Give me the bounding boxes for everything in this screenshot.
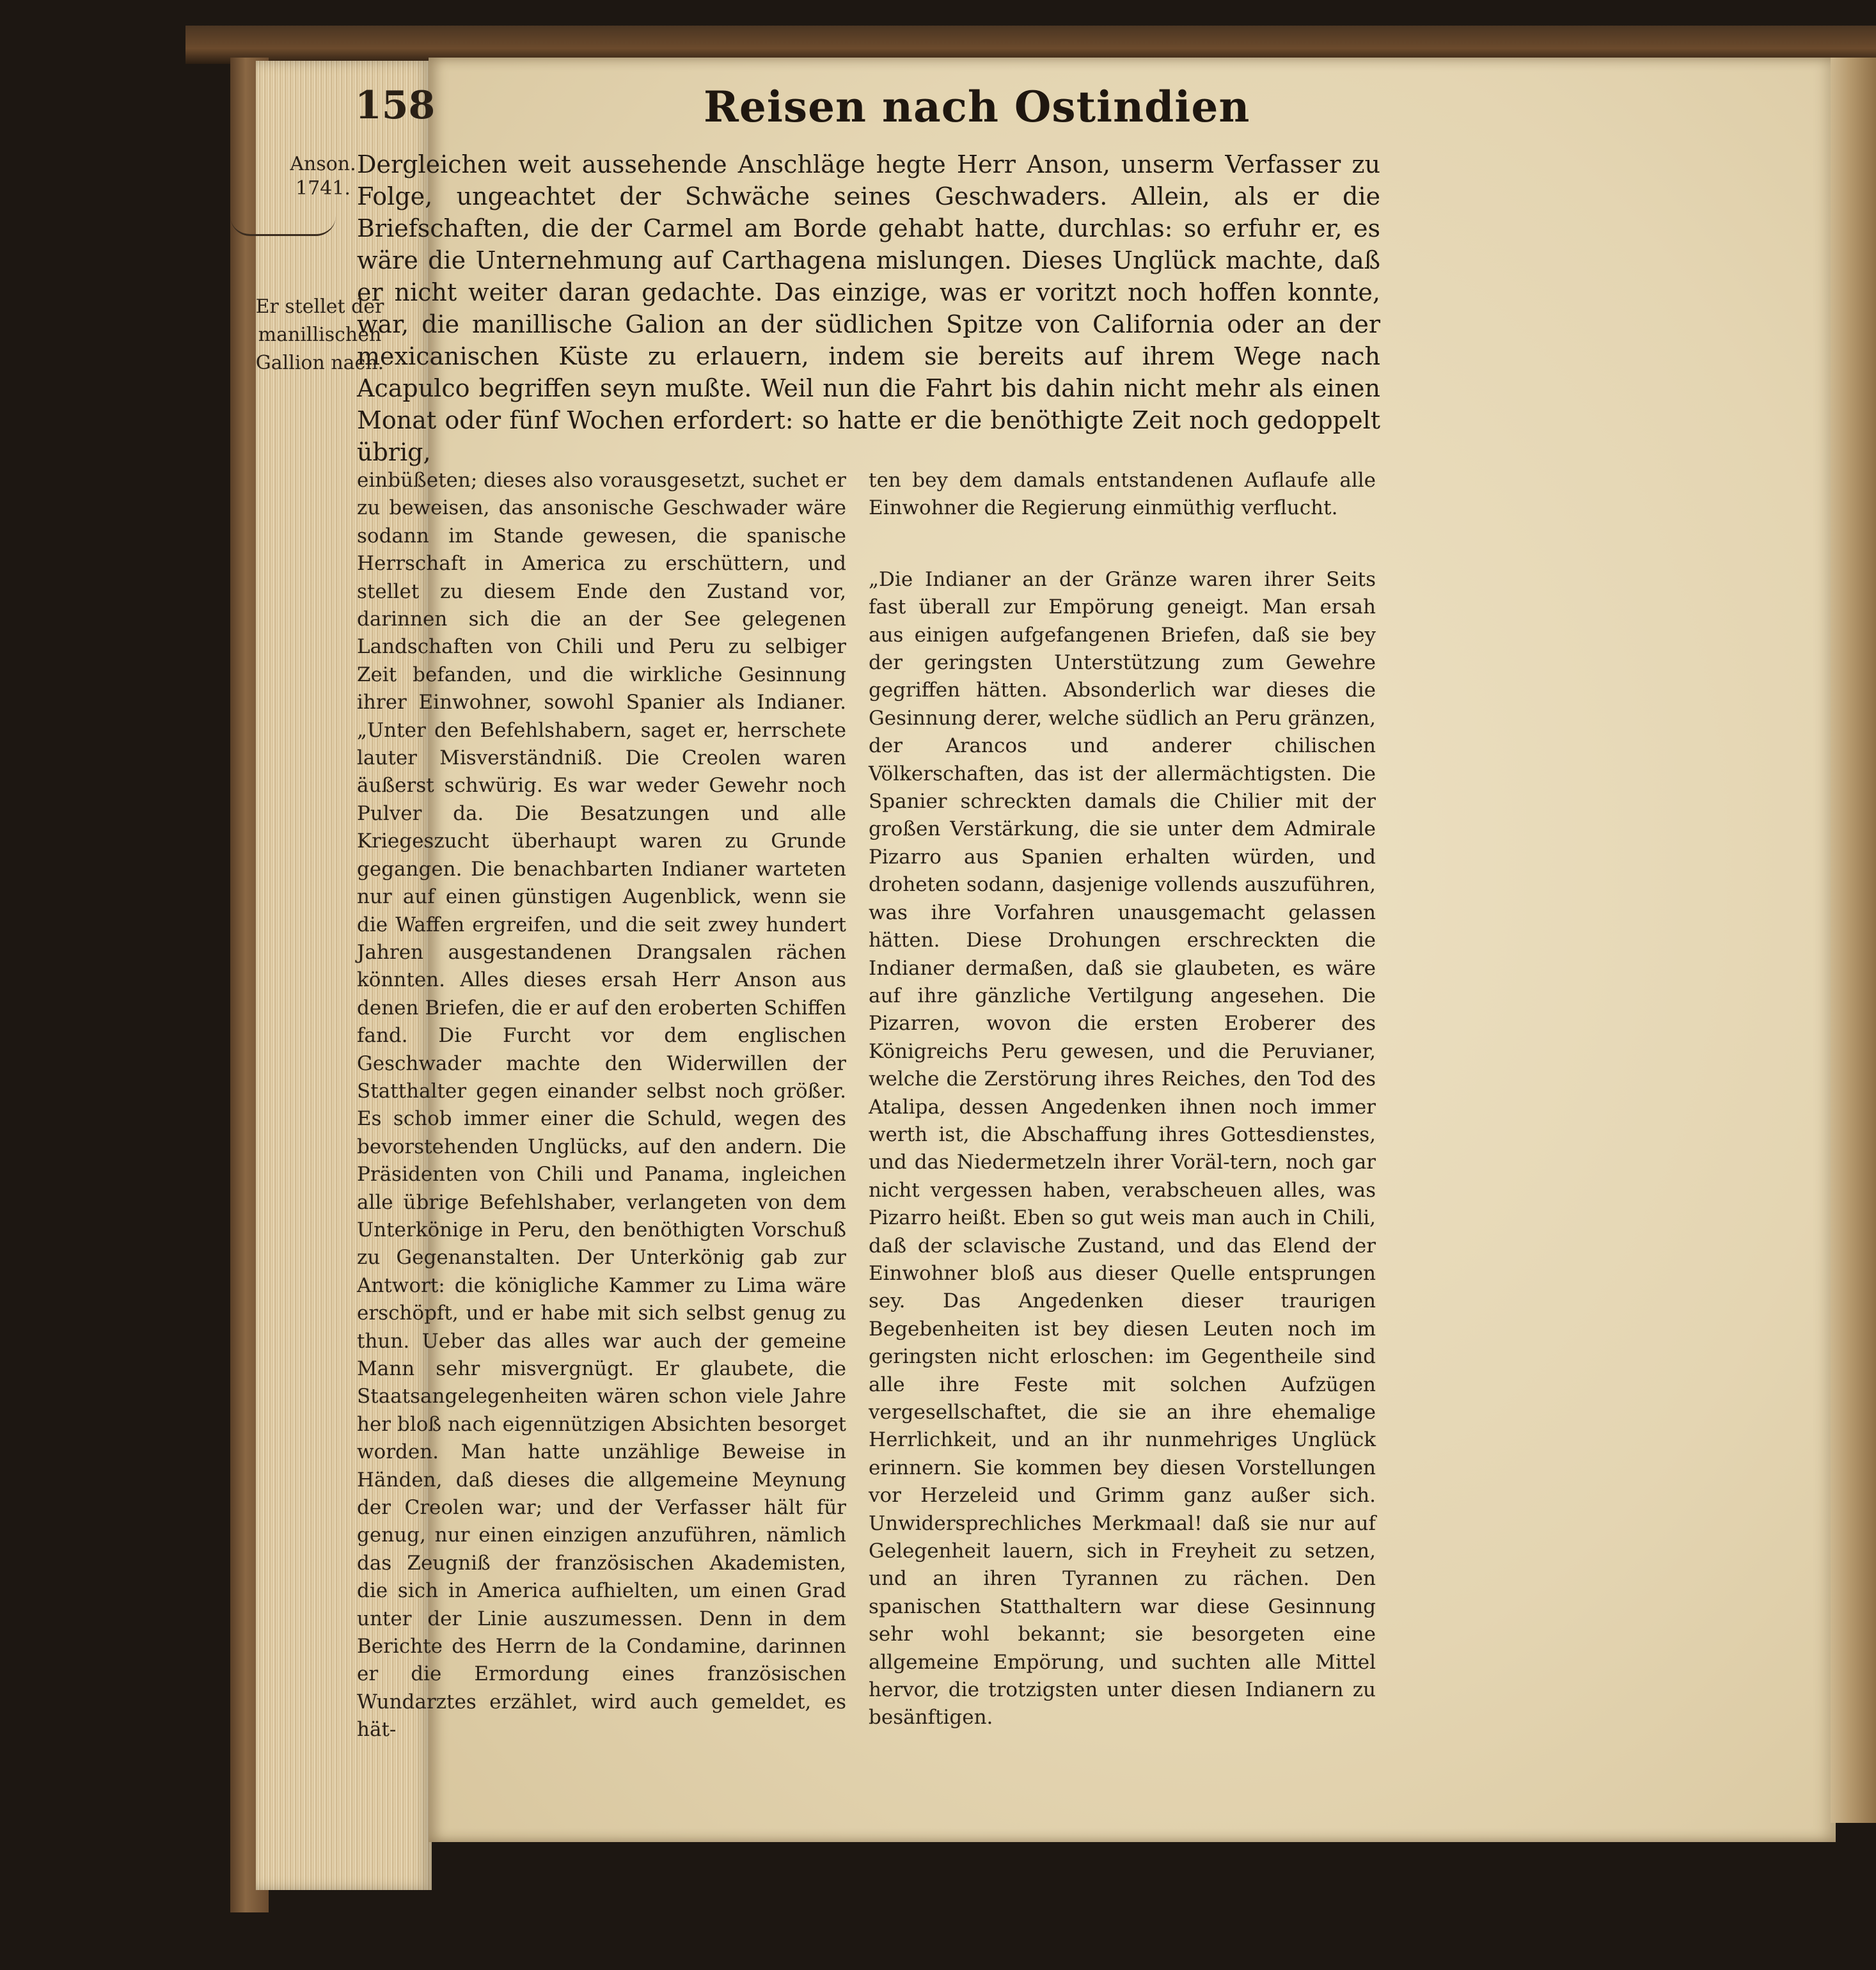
facing-page-edge bbox=[1831, 58, 1876, 1823]
left-column-text: einbüßeten; dieses also vorausgesetzt, suchet er zu beweisen, das ansonische Geschwader wäre sodann im Stande gewesen, die spanische Herrschaft in America zu erschüttern, und stellet zu diesem Ende den Zustand vor, darinnen sich die an der See gelegenen Landschaften von Chili und Peru zu selbiger Zeit befanden, und die wirkliche Gesinnung ihrer Einwohner, sowohl Spanier als Indianer. „Unter den Befehlshabern, saget er, herrschete lauter Misverständniß. Die Creolen waren äußerst schwürig. Es war weder Gewehr noch Pulver da. Die Besatzungen und alle Kriegeszucht überhaupt waren zu Grunde gegangen. Die benachbarten Indianer warteten nur auf einen günstigen Augenblick, wenn sie die Waffen ergreifen, und die seit zwey hundert Jahren ausgestandenen Drangsalen rächen könnten. Alles dieses ersah Herr Anson aus denen Briefen, die er auf den eroberten Schiffen fand. Die Furcht vor dem englischen Geschwader machte den Widerwillen der Statthalter gegen einander selbst noch größer. Es schob immer einer die Schuld, wegen des bevorstehenden Unglücks, auf den andern. Die Präsidenten von Chili und Panama, ingleichen alle übrige Befehlshaber, verlangeten von dem Unterkönige in Peru, den benöthigten Vorschuß zu Gegenanstalten. Der Unterkönig gab zur Antwort: die königliche Kammer zu Lima wäre erschöpft, und er habe mit sich selbst genug zu thun. Ueber das alles war auch der gemeine Mann sehr misvergnügt. Er glaubete, die Staatsangelegenheiten wären schon viele Jahre her bloß nach eigennützigen Absichten besorget worden. Man hatte unzählige Beweise in Händen, daß dieses die allgemeine Meynung der Creolen war; und der Verfasser hält für genug, nur einen einzigen anzuführen, nämlich das Zeugniß der französischen Akademisten, die sich in America aufhielten, um einen Grad unter der Linie auszumessen. Denn in dem Berichte des Herrn de la Condamine, darinnen er die Ermordung eines französischen Wundarztes erzählet, wird auch gemeldet, es hät- bbox=[357, 469, 846, 1742]
margin-note-topic: Er stellet der manillischen Gallion nach. bbox=[255, 296, 384, 374]
right-column bbox=[869, 467, 1376, 1732]
margin-brace bbox=[230, 216, 336, 236]
right-column-paragraph-1: ten bey dem damals entstandenen Auflaufe alle Einwohner die Regierung einmüthig verflucht. bbox=[869, 469, 1376, 520]
intro-paragraph: Dergleichen weit aussehende Anschläge hegte Herr Anson, unserm Verfasser zu Folge, ungeachtet der Schwäche seines Geschwaders. Allein, als er die Briefschaften, die der Carmel am Borde gehabt hatte, durchlas: so erfuhr er, es wäre die Unternehmung auf Carthagena mislungen. Dieses Unglück machte, daß er nicht weiter daran gedachte. Das einzige, was er voritzt noch hoffen konnte, war, die manillische Galion an der südlichen Spitze von California oder an der mexicanischen Küste zu erlauern, indem sie bereits auf ihrem Wege nach Acapulco begriffen seyn mußte. Weil nun die Fahrt bis dahin nicht mehr als einen Monat oder fünf Wochen erfordert: so hatte er die benöthigte Zeit noch gedoppelt übrig, bbox=[357, 150, 1380, 466]
margin-name: Anson. bbox=[290, 153, 356, 175]
right-column-paragraph-2: „Die Indianer an der Gränze waren ihrer Seits fast überall zur Empörung geneigt. Man ersah aus einigen aufgefangenen Briefen, daß sie bey der geringsten Unterstützung zum Gewehre gegriffen hätten. Absonderlich war dieses die Gesinnung derer, welche südlich an Peru gränzen, der Arancos und anderer chilischen Völkerschaften, das ist der allermächtigsten. Die Spanier schreckten damals die Chilier mit der großen Verstärkung, die sie unter dem Admirale Pizarro aus Spanien erhalten würden, und droheten sodann, dasjenige vollends auszuführen, was ihre Vorfahren unausgemacht gelassen hätten. Diese Drohungen erschreckten die Indianer dermaßen, daß sie glaubeten, es wäre auf ihre gänzliche Vertilgung angesehen. Die Pizarren, wovon die ersten Eroberer des Königreichs Peru gewesen, und die Peruvianer, welche die Zerstörung ihres Reiches, den Tod des Atalipa, dessen Angedenken ihnen noch immer werth ist, die Abschaffung ihres Gottesdienstes, und das Niedermetzeln ihrer Voräl-tern, noch gar nicht vergessen haben, verabscheuen alles, was Pizarro heißt. Eben so gut weis man auch in Chili, daß der sclavische Zustand, und das Elend der Einwohner bloß aus dieser Quelle entsprungen sey. Das Angedenken dieser traurigen Begebenheiten ist bey diesen Leuten noch im geringsten nicht erloschen: im Gegentheile sind alle ihre Feste mit solchen Aufzügen vergesellschaftet, die sie an ihre ehemalige Herrlichkeit, und an ihr nunmehriges Unglück erinnern. Sie kommen bey diesen Vorstellungen vor Herzeleid und Grimm ganz außer sich. Unwidersprechliches Merkmaal! daß sie nur auf Gelegenheit lauern, sich in Freyheit zu setzen, und an ihren Tyrannen zu rächen. Den spanischen Statthaltern war diese Gesinnung sehr wohl bekannt; sie besorgeten eine allgemeine Empörung, und suchten alle Mittel hervor, die trotzigsten unter diesen Indianern zu besänftigen. bbox=[869, 567, 1376, 1730]
running-head: Reisen nach Ostindien bbox=[704, 82, 1250, 132]
page-number: 158 bbox=[355, 83, 436, 128]
margin-year: 1741. bbox=[296, 177, 351, 200]
